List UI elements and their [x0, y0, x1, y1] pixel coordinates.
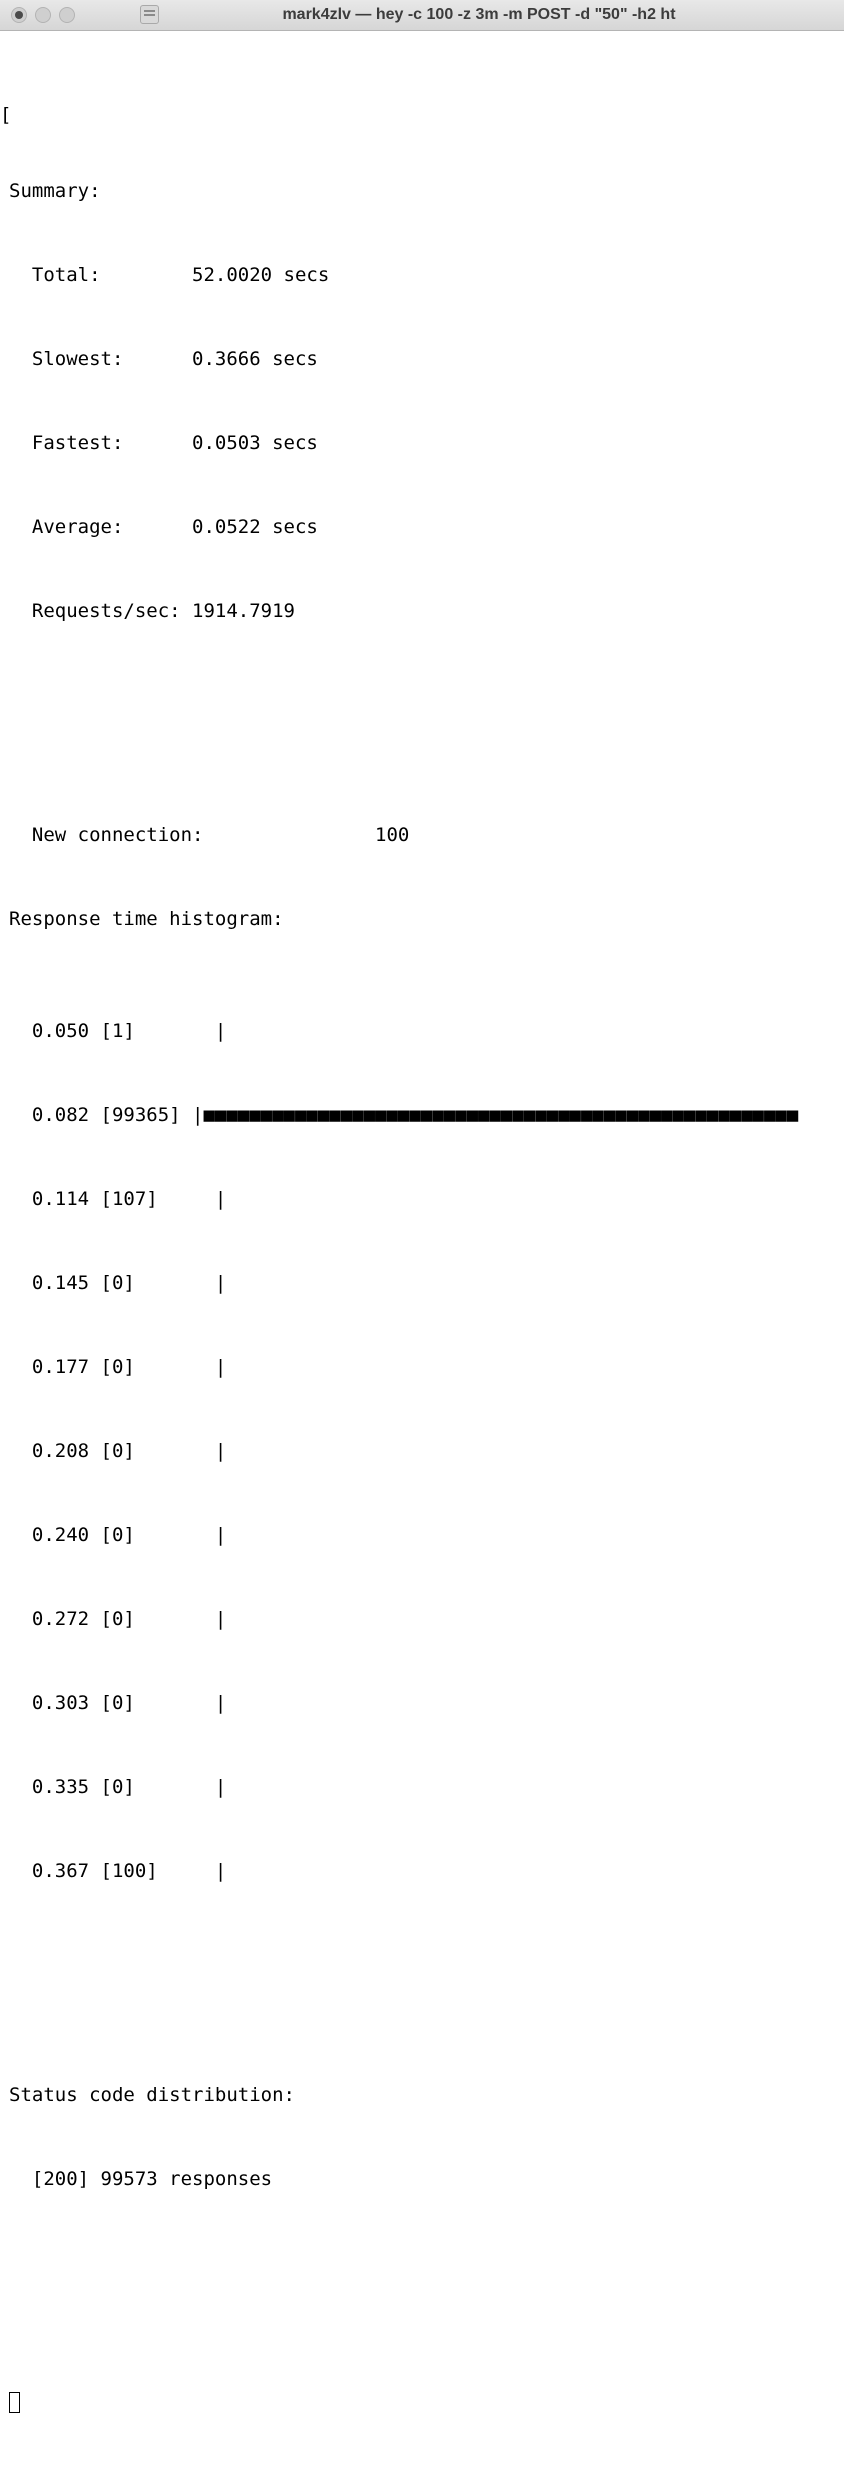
- histogram-bucket-label: 0.177 [0] |: [9, 1356, 227, 1378]
- left-bracket-marker: [: [0, 104, 12, 126]
- histogram-bucket-label: 0.050 [1] |: [9, 1020, 227, 1042]
- summary-heading: Summary:: [9, 180, 101, 202]
- histogram-bar: ■■■■■■■■■■■■■■■■■■■■■■■■■■■■■■■■■■■■■■■■■■■■■■■■■■■■: [203, 1104, 799, 1126]
- histogram-row: [0, 1269, 844, 1297]
- histogram-bucket-label: 0.145 [0] |: [9, 1272, 227, 1294]
- histogram-row: [0, 1185, 844, 1213]
- blank-line: [0, 2277, 844, 2305]
- blank-line: [0, 1969, 844, 1997]
- histogram-row: [0, 1689, 844, 1717]
- histogram-bucket-label: 0.335 [0] |: [9, 1776, 227, 1798]
- summary-fastest: Fastest: 0.0503 secs: [9, 432, 318, 454]
- window-title: mark4zlv — hey -c 100 -z 3m -m POST -d "50" -h2 ht: [282, 6, 676, 23]
- summary-average: Average: 0.0522 secs: [9, 516, 318, 538]
- text-cursor: [9, 2392, 20, 2413]
- terminal-output[interactable]: [0, 31, 844, 2190]
- prompt-line[interactable]: [0, 2389, 844, 2417]
- histogram-bucket-label: 0.082 [99365] |: [9, 1104, 204, 1126]
- summary-requests-per-sec: Requests/sec: 1914.7919: [9, 600, 295, 622]
- window-titlebar: [0, 0, 844, 31]
- histogram-row: [0, 1353, 844, 1381]
- blank-line: [0, 709, 844, 737]
- histogram-bucket-label: 0.114 [107] |: [9, 1188, 227, 1210]
- histogram-bucket-label: 0.367 [100] |: [9, 1860, 227, 1882]
- status-heading: Status code distribution:: [9, 2084, 295, 2106]
- summary-slowest: Slowest: 0.3666 secs: [9, 348, 318, 370]
- histogram-heading: Response time histogram:: [9, 908, 284, 930]
- histogram-row: [0, 1521, 844, 1549]
- histogram-row: [0, 1857, 844, 1885]
- histogram-row: [0, 1437, 844, 1465]
- new-connection-row: New connection: 100: [9, 824, 410, 846]
- summary-total: Total: 52.0020 secs: [9, 264, 330, 286]
- histogram-bucket-label: 0.272 [0] |: [9, 1608, 227, 1630]
- histogram-bucket-label: 0.240 [0] |: [9, 1524, 227, 1546]
- histogram-row: [0, 1605, 844, 1633]
- histogram-bucket-label: 0.303 [0] |: [9, 1692, 227, 1714]
- histogram-row: [0, 1773, 844, 1801]
- status-code-row: [200] 99573 responses: [9, 2168, 273, 2190]
- histogram-row: [0, 1017, 844, 1045]
- histogram-bucket-label: 0.208 [0] |: [9, 1440, 227, 1462]
- histogram-row: [0, 1101, 844, 1129]
